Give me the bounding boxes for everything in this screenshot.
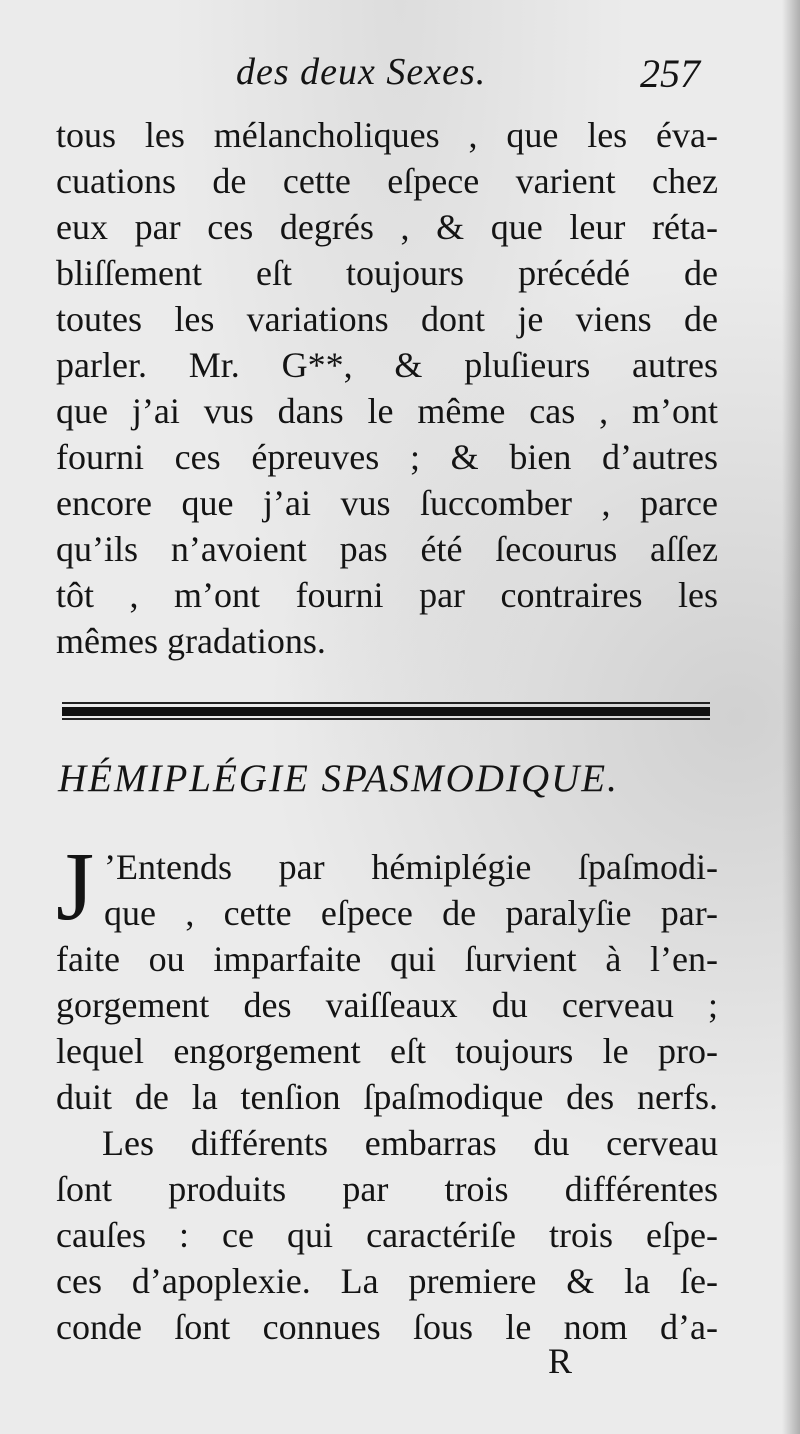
signature-mark: R <box>548 1341 573 1381</box>
text-line: ces d’apoplexie. La premiere & la ſe- <box>56 1261 718 1301</box>
paragraph-3 <box>56 1120 718 1350</box>
text-line: duit de la tenſion ſpaſmodique des nerfs. <box>56 1077 718 1117</box>
text-line: tôt , m’ont fourni par contraires les <box>56 575 718 615</box>
text-line: eux par ces degrés , & que leur réta- <box>56 207 718 247</box>
text-line: Les différents embarras du cerveau <box>102 1123 718 1163</box>
text-line: cuations de cette eſpece varient chez <box>56 161 718 201</box>
text-line: bliſſement eſt toujours précédé de <box>56 253 718 293</box>
text-line: parler. Mr. G**, & pluſieurs autres <box>56 345 718 385</box>
page-number: 257 <box>640 51 700 96</box>
page-header <box>0 50 800 100</box>
running-head: des deux Sexes. <box>236 51 487 93</box>
text-line: tous les mélancholiques , que les éva- <box>56 115 718 155</box>
text-line: faite ou imparfaite qui ſurvient à l’en- <box>56 939 718 979</box>
text-line: gorgement des vaiſſeaux du cerveau ; <box>56 985 718 1025</box>
text-line: ’Entends par hémiplégie ſpaſmodi- <box>104 847 718 887</box>
section-title: HÉMIPLÉGIE SPASMODIQUE. <box>58 757 619 800</box>
text-line: toutes les variations dont je viens de <box>56 299 718 339</box>
paragraph-1 <box>56 112 718 664</box>
text-line: conde ſont connues ſous le nom d’a- <box>56 1307 718 1347</box>
paragraph-2 <box>56 844 718 1120</box>
text-line: qu’ils n’avoient pas été ſecourus aſſez <box>56 529 718 569</box>
divider-bar <box>62 707 710 716</box>
text-line: lequel engorgement eſt toujours le pro- <box>56 1031 718 1071</box>
drop-cap: J <box>56 833 95 941</box>
text-line: ſont produits par trois différentes <box>56 1169 718 1209</box>
text-line: cauſes : ce qui caractériſe trois eſpe- <box>56 1215 718 1255</box>
page-edge-shadow <box>782 0 800 1434</box>
text-line: que j’ai vus dans le même cas , m’ont <box>56 391 718 431</box>
text-line: mêmes gradations. <box>56 621 326 661</box>
text-line: fourni ces épreuves ; & bien d’autres <box>56 437 718 477</box>
text-line: encore que j’ai vus ſuccomber , parce <box>56 483 718 523</box>
section-divider-rule <box>62 702 710 720</box>
text-line: que , cette eſpece de paralyſie par- <box>104 893 718 933</box>
